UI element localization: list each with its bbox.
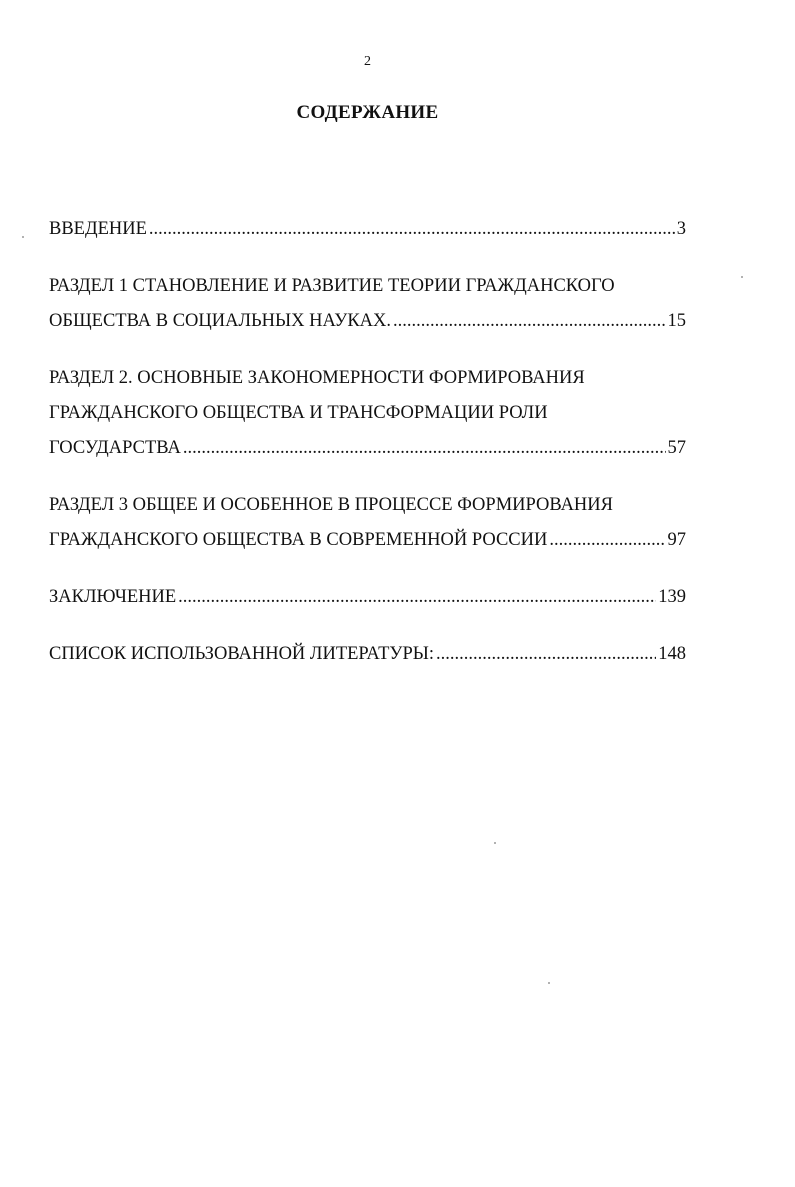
toc-entry-text: ОБЩЕСТВА В СОЦИАЛЬНЫХ НАУКАХ. [49, 311, 392, 331]
toc-entry-text: ВВЕДЕНИЕ [49, 219, 147, 239]
toc-dot-leader [436, 637, 656, 672]
toc-page-number: 139 [658, 587, 686, 607]
toc-dot-leader [393, 304, 665, 339]
toc-page-number: 3 [676, 219, 686, 239]
toc-entry-bibliography[interactable] [49, 637, 686, 672]
toc-dot-leader [549, 523, 665, 558]
toc-page-number: 148 [658, 644, 686, 664]
toc-page-number: 97 [667, 530, 686, 550]
toc-page-number: 57 [667, 438, 686, 458]
toc-entry-text: РАЗДЕЛ 1 СТАНОВЛЕНИЕ И РАЗВИТИЕ ТЕОРИИ ГРАЖДАНСКОГО [49, 276, 615, 296]
toc-entry-section-2[interactable] [49, 361, 686, 466]
toc-entry-text: СПИСОК ИСПОЛЬЗОВАННОЙ ЛИТЕРАТУРЫ: [49, 644, 435, 664]
toc-entry-text: ГОСУДАРСТВА [49, 438, 181, 458]
toc-entry-text: ГРАЖДАНСКОГО ОБЩЕСТВА В СОВРЕМЕННОЙ РОССИИ [49, 530, 548, 550]
toc-entry-conclusion[interactable] [49, 580, 686, 615]
toc-entry-section-3[interactable] [49, 488, 686, 558]
scan-speck [22, 236, 24, 238]
page-number: 2 [364, 54, 371, 69]
page-title: СОДЕРЖАНИЕ [296, 102, 439, 123]
scan-speck [548, 982, 550, 984]
toc-entry-text: ЗАКЛЮЧЕНИЕ [49, 587, 177, 607]
toc-page-number: 15 [667, 311, 686, 331]
toc-entry-section-1[interactable] [49, 269, 686, 339]
table-of-contents [49, 212, 686, 694]
toc-entry-introduction[interactable] [49, 212, 686, 247]
scan-speck [494, 842, 496, 844]
toc-entry-text: ГРАЖДАНСКОГО ОБЩЕСТВА И ТРАНСФОРМАЦИИ РОЛИ [49, 403, 548, 423]
toc-entry-text: РАЗДЕЛ 2. ОСНОВНЫЕ ЗАКОНОМЕРНОСТИ ФОРМИРОВАНИЯ [49, 368, 585, 388]
scan-speck [741, 276, 743, 278]
toc-dot-leader [183, 431, 666, 466]
toc-entry-text: РАЗДЕЛ 3 ОБЩЕЕ И ОСОБЕННОЕ В ПРОЦЕССЕ ФОРМИРОВАНИЯ [49, 495, 613, 515]
toc-dot-leader [178, 580, 656, 615]
toc-dot-leader [149, 212, 675, 247]
